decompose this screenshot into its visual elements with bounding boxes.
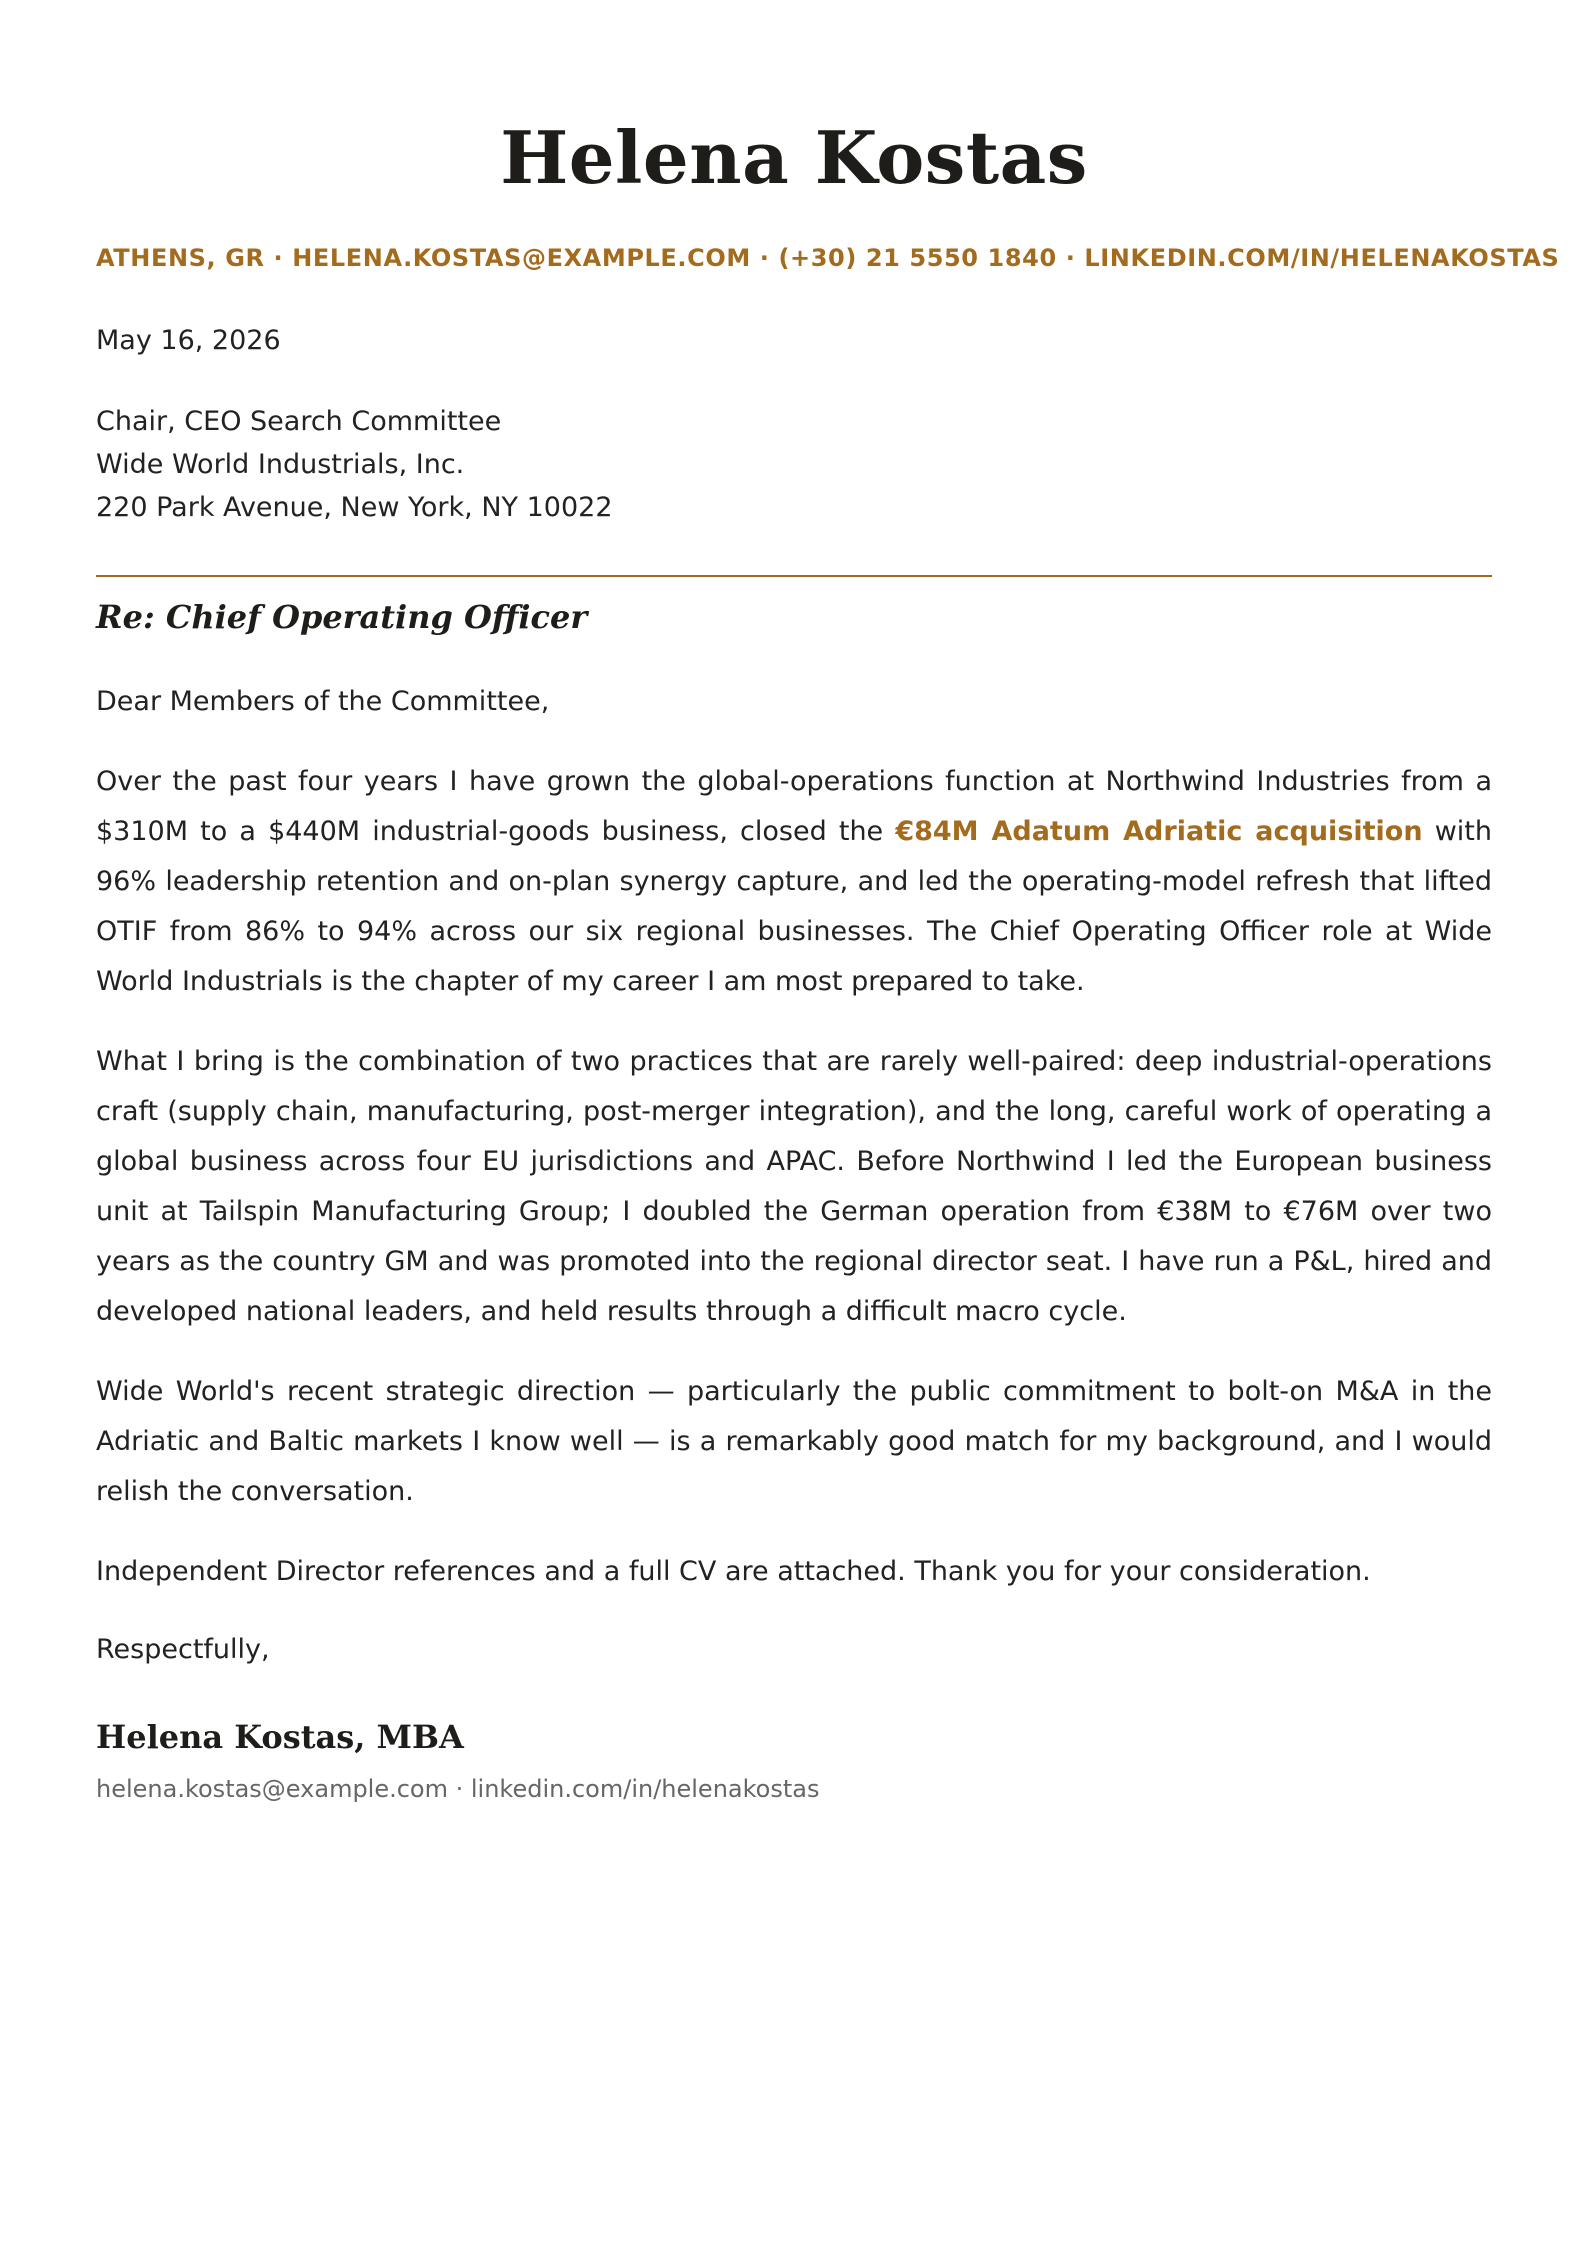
signature-name: Helena Kostas, MBA [96,1718,464,1756]
signature-contact: helena.kostas@example.com · linkedin.com/in/helenakostas [96,1775,820,1803]
paragraph-1 [96,757,1492,1007]
divider [96,575,1492,577]
paragraph-1-intro: Over the past four years I have grown the global-operations function at Northwind Industries from a $310M to a $440M industrial-goods business, closed the [96,766,1492,847]
recipient-company: Wide World Industrials, Inc. [96,449,465,480]
paragraph-3: Wide World's recent strategic direction — particularly the public commitment to bolt-on M&A in the Adriatic and Baltic markets I know well — is a remarkably good match for my background, and I would relish the conversation. [96,1376,1492,1507]
recipient-title: Chair, CEO Search Committee [96,406,502,437]
closing: Respectfully, [96,1634,270,1665]
contact-line: ATHENS, GR · HELENA.KOSTAS@EXAMPLE.COM · (+30) 21 5550 1840 · LINKEDIN.COM/IN/HELENAKOSTAS [96,244,1560,272]
paragraph-4: Independent Director references and a full CV are attached. Thank you for your consideration. [96,1556,1371,1587]
letter-date: May 16, 2026 [96,325,281,356]
paragraph-1-rest: with 96% leadership retention and on-plan synergy capture, and led the operating-model refresh that lifted OTIF from 86% to 94% across our six regional businesses. The Chief Operating Officer role at Wide World Industrials is the chapter of my career I am most prepared to take. [96,816,1492,997]
salutation: Dear Members of the Committee, [96,686,550,717]
acquisition-highlight: €84M Adatum Adriatic acquisition [895,816,1423,847]
applicant-name: Helena Kostas [500,115,1088,200]
recipient-address: 220 Park Avenue, New York, NY 10022 [96,492,613,523]
paragraph-2: What I bring is the combination of two practices that are rarely well-paired: deep industrial-operations craft (supply chain, manufacturing, post-merger integration), and the long, careful work of operating a global business across four EU jurisdictions and APAC. Before Northwind I led the European business unit at Tailspin Manufacturing Group; I doubled the German operation from €38M to €76M over two years as the country GM and was promoted into the regional director seat. I have run a P&L, hired and developed national leaders, and held results through a difficult macro cycle. [96,1046,1492,1327]
subject-line: Re: Chief Operating Officer [96,598,588,636]
recipient-block [96,400,1492,529]
